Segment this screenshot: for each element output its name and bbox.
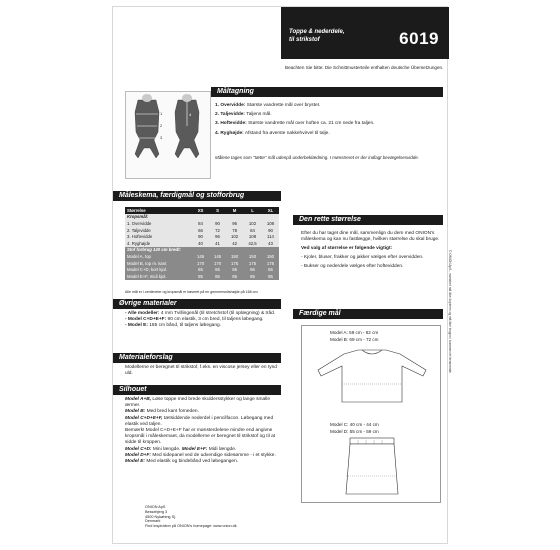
german-note: Beachten Sie bitte: Die Schnittmusterteile enthalten deutsche Übersetzungen. bbox=[285, 65, 444, 70]
measuring-note: Målene tages som "tætte" mål udenpå underbeklædning. I mønstreret er der indlagt bevægelsesvidde. bbox=[215, 155, 420, 160]
table-row: 3. Hoftevidde 90 96 102 108 114 bbox=[125, 233, 279, 240]
material-item-3: - Model E: 185 cm bånd, til taljens løbegang. bbox=[125, 323, 221, 329]
silhouette-text bbox=[125, 397, 285, 465]
finished-garments-box bbox=[301, 325, 441, 503]
finished-model-b: Model B: 69 cm - 72 cm bbox=[330, 337, 379, 342]
svg-text:2: 2 bbox=[160, 123, 163, 128]
pattern-number: 6019 bbox=[399, 29, 439, 48]
svg-text:1: 1 bbox=[160, 111, 163, 116]
silhouette-df: Model D+F: Med sidepanel ved de udvendige sidesømme - i et stykke. bbox=[125, 452, 276, 458]
size-table-header: Størrelse XS S M L XL bbox=[125, 207, 279, 214]
right-size-bullets bbox=[301, 255, 441, 270]
header-block bbox=[281, 7, 449, 59]
body-figures-illustration bbox=[126, 92, 212, 180]
title-line-1: Toppe & nederdele, bbox=[289, 29, 345, 35]
right-size-intro: Efter du har taget dine mål, sammenlign du dem med ONION's måleskema og kan nu fastlægge, hvilken størrelse du skal bruge. bbox=[301, 231, 440, 243]
table-row: Model B, top m. kant 170 170 175 175 175 bbox=[125, 260, 279, 267]
materials-list bbox=[125, 311, 283, 330]
section-maaltagning: Måltagning bbox=[211, 87, 443, 97]
measure-item-3: 3. Hoftevidde: Største vandrette mål over hoften ca. 21 cm nede fra taljen. bbox=[215, 121, 375, 127]
table-row: 1. Overvidde 84 90 96 102 108 bbox=[125, 220, 279, 227]
right-size-text bbox=[301, 231, 441, 273]
body-measurements-label: Kropsmål: bbox=[125, 214, 279, 221]
footer-address: ONION ApS Bessebjerg 3 4500 Nykøbing Sj. Denmark Find inspiration på ONION's homepage: www.onion.dk bbox=[145, 505, 237, 529]
right-size-heading: Ved valg af størrelse er følgende vigtigt: bbox=[301, 246, 393, 252]
section-rette-stoerrelse: Den rette størrelse bbox=[293, 215, 443, 225]
section-maaleskema: Måleskema, færdigmål og stofforbrug bbox=[113, 191, 281, 201]
table-row: 4. Ryghøjde 40 41 42 42,5 43 bbox=[125, 240, 279, 247]
section-silhouet: Silhouet bbox=[113, 385, 281, 395]
list-item: - Kjoler, bluser, frakker og jakker vælges efter overvidden. bbox=[301, 254, 424, 260]
silhouette-cdef: Model C+D+E+F, tætsiddende nederdel i pencilfacon. Løbegang med elastik ved taljen. bbox=[125, 415, 274, 427]
measuring-list bbox=[215, 103, 443, 140]
finished-model-a: Model A: 59 cm - 62 cm bbox=[330, 330, 379, 335]
material-item-1: - Alle modeller: 4 mm Tvillingenål (til stretchstof (til oplægning) & tråd. bbox=[125, 311, 276, 316]
measuring-figure bbox=[125, 91, 211, 179]
table-row: Model C+D, kort kjol. 65 65 65 65 65 bbox=[125, 266, 279, 273]
fabric-consumption-label: Stof forbrug 140 cm bredt: bbox=[125, 247, 279, 254]
silhouette-e: Model E: Med elastik og bindebånd ved løbegangen. bbox=[125, 459, 239, 465]
svg-text:3: 3 bbox=[160, 135, 163, 140]
table-row: Model A, top 145 145 150 150 150 bbox=[125, 253, 279, 260]
svg-text:4: 4 bbox=[189, 112, 192, 117]
silhouette-ab: Model A+B, Løse toppe med brede skuldersstykker og lange smalle ærmer. bbox=[125, 397, 271, 409]
list-item: - Bukser og nederdele vælges efter hoftevidden. bbox=[301, 263, 404, 269]
finished-model-c: Model C: 40 cm - 44 cm bbox=[330, 422, 379, 427]
silhouette-b: Model B: Med bred kant forneden. bbox=[125, 409, 199, 415]
material-item-2: - Model C+D+E+F: 90 cm elastik, 3 cm bred, til taljens løbegang. bbox=[125, 317, 264, 323]
garment-illustrations bbox=[302, 326, 442, 504]
silhouette-bemaerk: Bemærk! Model C+D+E+F har er mønsterdelene mindre end angivne kropsmål i måleskemaet, da modellerne er beregnet til strikstof og til at sidde til kroppen. bbox=[125, 428, 276, 446]
title-line-2: til strikstof bbox=[289, 37, 320, 43]
measure-item-4: 4. Ryghøjde: Afstand fra øverste nakkehvirvel til talje. bbox=[215, 130, 330, 136]
table-row: 2. Taljevidde 66 72 78 84 90 bbox=[125, 227, 279, 234]
finished-model-d: Model D: 55 cm - 59 cm bbox=[330, 429, 379, 434]
section-faerdige-maal: Færdige mål bbox=[293, 309, 443, 319]
pattern-instruction-sheet bbox=[112, 6, 448, 544]
material-suggestion: Modellerne er beregnet til strikstof, f.eks. en viscose jersey eller en tynd uld. bbox=[125, 365, 277, 377]
measure-item-1: 1. Overvidde: Største vandrette mål over brystet. bbox=[215, 103, 321, 108]
section-materialeforslag: Materialeforslag bbox=[113, 353, 281, 363]
size-table-note: Alle mål er i centimeter og kropsmål er baseret på en gennemsnitshøjde på 168 cm. bbox=[125, 290, 259, 294]
section-oevrige-materialer: Øvrige materialer bbox=[113, 299, 281, 309]
silhouette-cd: Model C+D: Mini længde. Model E+F: Midi længde. bbox=[125, 446, 237, 452]
measure-item-2: 2. Taljevidde: Taljens mål. bbox=[215, 112, 272, 118]
table-row: Model E+F, midi kjol. 85 85 85 85 85 bbox=[125, 273, 279, 280]
size-table bbox=[125, 207, 279, 280]
copyright-side-text: © ONION ApS - mønstret må ikke kopieres og må ikke bruges i kommerciel henseende bbox=[448, 250, 452, 373]
